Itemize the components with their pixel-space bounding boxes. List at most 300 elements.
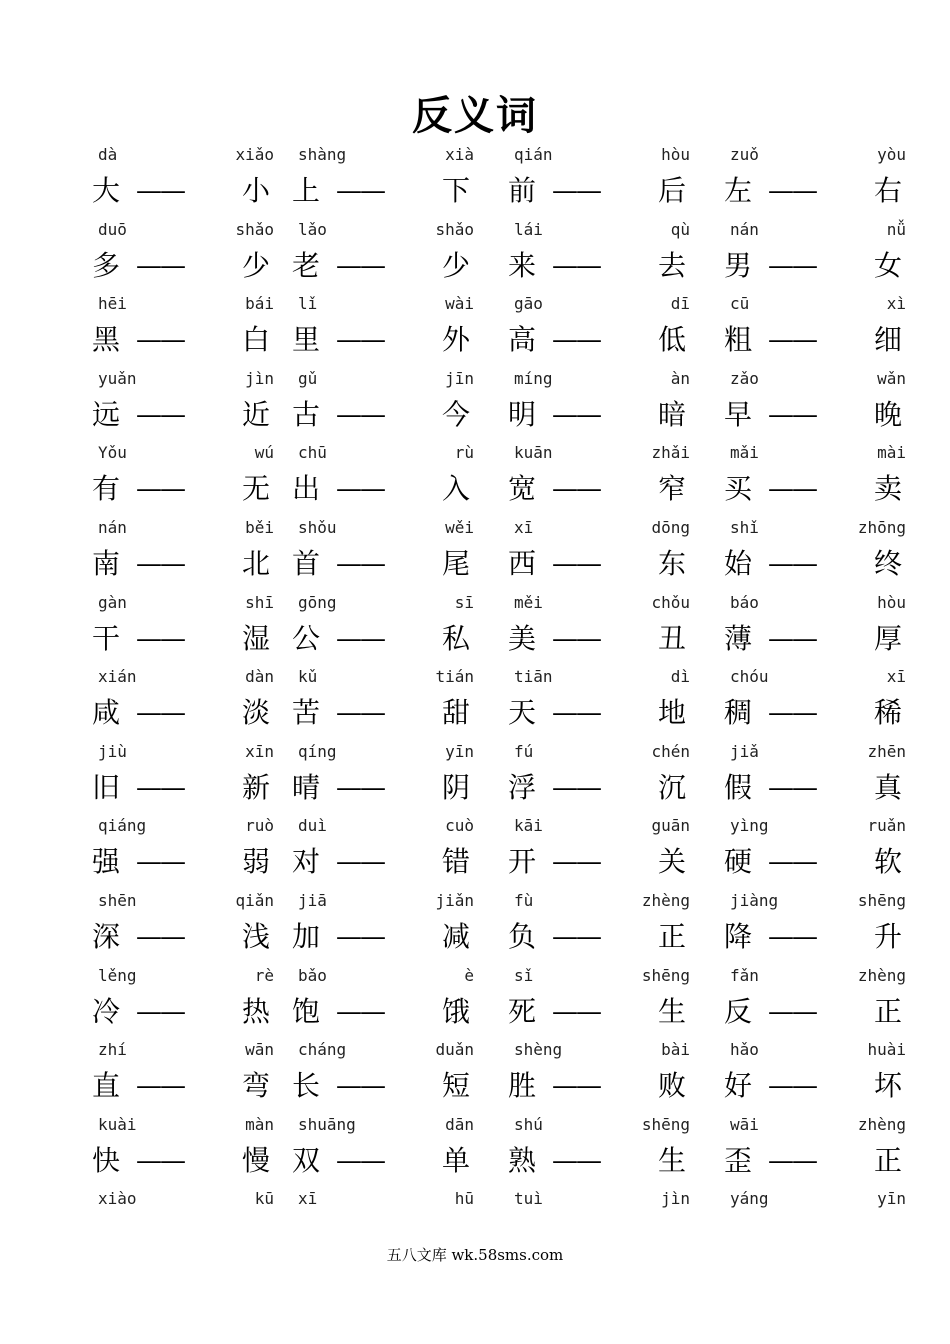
dash-separator: ——: [336, 399, 384, 430]
antonym-row: [88, 811, 906, 886]
dash-separator: ——: [552, 474, 600, 505]
antonym-pair: [288, 215, 474, 290]
antonym-row: [88, 1035, 906, 1110]
antonym-row: [88, 662, 906, 737]
antonym-pair: [504, 364, 690, 439]
hanzi-left: 来: [508, 248, 537, 282]
pinyin-right: zhèng: [641, 890, 690, 910]
dash-separator: ——: [336, 921, 384, 952]
antonym-pair: [720, 588, 906, 663]
pinyin-left: lěng: [98, 965, 137, 985]
pinyin-right: hū: [454, 1189, 474, 1209]
hanzi-left: 快: [92, 1143, 121, 1177]
antonym-pair: [720, 1110, 906, 1185]
hanzi-right: 慢: [241, 1143, 270, 1177]
dash-separator: ——: [768, 921, 816, 952]
pinyin-left: jiā: [298, 890, 327, 910]
pinyin-right: xià: [445, 145, 474, 164]
hanzi-left: 稠: [724, 696, 753, 730]
pinyin-right: dàn: [245, 667, 274, 687]
hanzi-left: 深: [92, 919, 121, 953]
antonym-pair: [88, 737, 274, 812]
antonym-row: [88, 215, 906, 290]
pinyin-right: zhèng: [857, 965, 906, 985]
hanzi-right: 入: [441, 472, 470, 506]
dash-separator: ——: [552, 623, 600, 654]
dash-separator: ——: [552, 1071, 600, 1102]
antonym-pair: [88, 961, 274, 1036]
pinyin-left: mǎi: [730, 443, 759, 463]
dash-separator: ——: [552, 325, 600, 356]
pinyin-left: lǐ: [298, 294, 318, 314]
pinyin-right: guān: [651, 816, 690, 836]
antonym-pair: [720, 737, 906, 812]
pinyin-left: hēi: [98, 294, 127, 314]
hanzi-right: 卖: [873, 472, 902, 506]
pinyin-right: shī: [245, 592, 274, 612]
antonym-pair: [88, 289, 274, 364]
hanzi-left: 假: [724, 770, 753, 804]
pinyin-right: jiǎn: [435, 890, 474, 910]
pinyin-left: chóu: [730, 667, 769, 687]
dash-separator: ——: [336, 474, 384, 505]
hanzi-left: 远: [92, 397, 121, 431]
hanzi-right: 小: [241, 174, 270, 207]
antonym-pair: [720, 961, 906, 1036]
antonym-pair: [504, 588, 690, 663]
pinyin-right: yòu: [877, 145, 906, 164]
hanzi-left: 始: [724, 546, 753, 580]
antonym-pair: [88, 662, 274, 737]
hanzi-left: 大: [92, 174, 121, 207]
hanzi-right: 北: [241, 546, 270, 580]
pinyin-right: zhèng: [857, 1114, 906, 1134]
antonym-pair: [288, 811, 474, 886]
pinyin-left: míng: [514, 368, 553, 388]
antonym-pair: [288, 737, 474, 812]
pinyin-right: wěi: [445, 517, 474, 537]
pinyin-right: jìn: [245, 368, 274, 388]
pinyin-left: kǔ: [298, 667, 318, 687]
pinyin-right: sī: [454, 592, 474, 612]
hanzi-right: 厚: [873, 621, 902, 655]
hanzi-left: 古: [292, 397, 321, 431]
hanzi-right: 少: [241, 248, 270, 282]
hanzi-left: 高: [508, 323, 537, 357]
hanzi-right: 正: [657, 919, 686, 953]
antonym-grid: [88, 140, 906, 1259]
pinyin-right: qù: [670, 219, 690, 239]
antonym-pair: [288, 886, 474, 961]
antonym-pair: [504, 438, 690, 513]
hanzi-right: 近: [241, 397, 270, 431]
antonym-pair: [288, 1035, 474, 1110]
dash-separator: ——: [768, 548, 816, 579]
hanzi-left: 饱: [292, 994, 321, 1028]
dash-separator: ——: [336, 325, 384, 356]
hanzi-left: 死: [508, 994, 537, 1028]
pinyin-left: shú: [514, 1114, 543, 1134]
pinyin-left: shǒu: [298, 517, 337, 537]
hanzi-right: 淡: [241, 696, 270, 730]
hanzi-left: 降: [724, 919, 753, 953]
pinyin-left: yìng: [730, 816, 769, 836]
hanzi-left: 加: [292, 919, 321, 953]
dash-separator: ——: [136, 772, 184, 803]
dash-separator: ——: [768, 847, 816, 878]
pinyin-right: mài: [877, 443, 906, 463]
antonym-pair: [88, 438, 274, 513]
pinyin-left: xiào: [98, 1189, 137, 1209]
antonym-pair: [88, 1035, 274, 1110]
pinyin-left: nán: [730, 219, 759, 239]
hanzi-left: 歪: [724, 1143, 753, 1177]
dash-separator: ——: [136, 698, 184, 729]
dash-separator: ——: [552, 176, 600, 206]
pinyin-right: huài: [867, 1040, 906, 1060]
hanzi-right: 正: [873, 1143, 902, 1177]
pinyin-left: gàn: [98, 592, 127, 612]
hanzi-right: 弯: [241, 1069, 270, 1103]
pinyin-left: fǎn: [730, 965, 759, 985]
hanzi-right: 稀: [873, 696, 902, 730]
pinyin-left: jiù: [98, 741, 127, 761]
antonym-row: [88, 588, 906, 663]
antonym-pair: [288, 1110, 474, 1185]
hanzi-right: 今: [441, 397, 470, 431]
hanzi-right: 窄: [657, 472, 686, 506]
hanzi-right: 后: [657, 174, 686, 207]
pinyin-right: bái: [245, 294, 274, 314]
hanzi-left: 西: [508, 546, 537, 580]
hanzi-right: 生: [657, 994, 686, 1028]
dash-separator: ——: [136, 325, 184, 356]
hanzi-left: 出: [292, 472, 321, 506]
hanzi-right: 细: [873, 323, 902, 357]
dash-separator: ——: [336, 698, 384, 729]
dash-separator: ——: [768, 399, 816, 430]
pinyin-left: Yǒu: [98, 443, 127, 463]
dash-separator: ——: [336, 176, 384, 206]
hanzi-left: 好: [724, 1069, 753, 1103]
hanzi-right: 地: [657, 696, 686, 730]
hanzi-right: 生: [657, 1143, 686, 1177]
dash-separator: ——: [136, 176, 184, 206]
antonym-pair: [720, 140, 906, 215]
pinyin-right: ruò: [245, 816, 274, 836]
hanzi-right: 真: [873, 770, 902, 804]
dash-separator: ——: [552, 921, 600, 952]
pinyin-right: wān: [245, 1040, 274, 1060]
dash-separator: ——: [768, 250, 816, 281]
hanzi-left: 左: [724, 174, 753, 207]
antonym-pair: [88, 811, 274, 886]
pinyin-left: shèng: [514, 1040, 563, 1060]
pinyin-left: qiáng: [98, 816, 147, 836]
pinyin-left: qíng: [298, 741, 337, 761]
hanzi-right: 低: [657, 323, 686, 357]
hanzi-left: 有: [92, 472, 121, 506]
pinyin-left: wāi: [730, 1114, 759, 1134]
dash-separator: ——: [136, 548, 184, 579]
dash-separator: ——: [552, 250, 600, 281]
dash-separator: ——: [552, 996, 600, 1027]
hanzi-left: 晴: [292, 770, 321, 804]
pinyin-right: dōng: [651, 517, 690, 537]
hanzi-left: 胜: [508, 1069, 537, 1103]
pinyin-right: chǒu: [651, 592, 690, 612]
antonym-pair: [504, 811, 690, 886]
hanzi-left: 负: [508, 919, 537, 953]
hanzi-left: 宽: [508, 472, 537, 506]
pinyin-left: zuǒ: [730, 145, 759, 164]
pinyin-right: dì: [670, 667, 690, 687]
hanzi-right: 关: [657, 845, 686, 879]
antonym-row: [88, 1110, 906, 1185]
pinyin-left: yáng: [730, 1189, 769, 1209]
hanzi-left: 咸: [92, 696, 121, 730]
pinyin-left: bǎo: [298, 965, 327, 985]
pinyin-right: shēng: [857, 890, 906, 910]
dash-separator: ——: [552, 847, 600, 878]
hanzi-right: 减: [441, 919, 470, 953]
dash-separator: ——: [552, 399, 600, 430]
antonym-row: [88, 886, 906, 961]
antonym-pair: [88, 513, 274, 588]
antonym-pair: [288, 289, 474, 364]
pinyin-right: kū: [254, 1189, 274, 1209]
pinyin-right: àn: [670, 368, 690, 388]
dash-separator: ——: [136, 250, 184, 281]
hanzi-left: 直: [92, 1069, 121, 1103]
pinyin-right: xì: [886, 294, 906, 314]
antonym-pair: [288, 662, 474, 737]
hanzi-left: 南: [92, 546, 121, 580]
pinyin-right: duǎn: [435, 1040, 474, 1060]
hanzi-right: 败: [657, 1069, 686, 1103]
pinyin-right: xiǎo: [235, 145, 274, 164]
antonym-pair: [288, 588, 474, 663]
pinyin-left: gōng: [298, 592, 337, 612]
antonym-pair: [720, 886, 906, 961]
pinyin-left: shēn: [98, 890, 137, 910]
dash-separator: ——: [768, 176, 816, 206]
dash-separator: ——: [336, 847, 384, 878]
hanzi-left: 冷: [92, 994, 121, 1028]
hanzi-right: 终: [873, 546, 902, 580]
antonym-pair: [288, 438, 474, 513]
pinyin-right: hòu: [877, 592, 906, 612]
antonym-pair: [720, 513, 906, 588]
pinyin-right: shēng: [641, 965, 690, 985]
pinyin-right: dī: [670, 294, 690, 314]
dash-separator: ——: [336, 1145, 384, 1176]
pinyin-left: shuāng: [298, 1114, 356, 1134]
antonym-row: [88, 140, 906, 215]
pinyin-right: dān: [445, 1114, 474, 1134]
hanzi-right: 弱: [241, 845, 270, 879]
dash-separator: ——: [768, 623, 816, 654]
antonym-pair: [504, 289, 690, 364]
antonym-pair: [88, 364, 274, 439]
hanzi-left: 粗: [724, 323, 753, 357]
antonym-pair: [720, 289, 906, 364]
hanzi-right: 外: [441, 323, 470, 357]
dash-separator: ——: [768, 325, 816, 356]
antonym-pair: [88, 140, 274, 215]
pinyin-left: kuān: [514, 443, 553, 463]
antonym-pair: [504, 737, 690, 812]
antonym-pair: [720, 662, 906, 737]
hanzi-left: 黑: [92, 323, 121, 357]
dash-separator: ——: [136, 996, 184, 1027]
hanzi-left: 干: [92, 621, 121, 655]
hanzi-right: 东: [657, 546, 686, 580]
pinyin-right: cuò: [445, 816, 474, 836]
pinyin-left: nán: [98, 517, 127, 537]
antonym-pair: [88, 886, 274, 961]
pinyin-right: chén: [651, 741, 690, 761]
pinyin-right: wú: [254, 443, 274, 463]
pinyin-left: fù: [514, 890, 534, 910]
dash-separator: ——: [768, 1145, 816, 1176]
pinyin-left: sǐ: [514, 965, 534, 985]
dash-separator: ——: [768, 1071, 816, 1102]
hanzi-left: 苦: [292, 696, 321, 730]
hanzi-left: 明: [508, 397, 537, 431]
dash-separator: ——: [552, 772, 600, 803]
hanzi-right: 丑: [657, 621, 686, 655]
antonym-pair: [504, 961, 690, 1036]
pinyin-left: jiǎ: [730, 741, 759, 761]
footer-watermark: 五八文库 wk.58sms.com: [386, 1246, 564, 1264]
hanzi-right: 升: [873, 919, 902, 953]
hanzi-left: 里: [292, 323, 321, 357]
pinyin-left: dà: [98, 145, 118, 164]
hanzi-right: 短: [441, 1069, 470, 1103]
pinyin-right: yīn: [445, 741, 474, 761]
pinyin-left: shàng: [298, 145, 347, 164]
pinyin-right: qiǎn: [235, 890, 274, 910]
hanzi-left: 长: [292, 1069, 321, 1103]
dash-separator: ——: [768, 996, 816, 1027]
pinyin-right: hòu: [661, 145, 690, 164]
pinyin-right: běi: [245, 517, 274, 537]
pinyin-left: gǔ: [298, 368, 318, 388]
antonym-pair: [504, 140, 690, 215]
pinyin-left: hǎo: [730, 1040, 759, 1060]
pinyin-right: è: [464, 965, 474, 985]
antonym-pair: [720, 364, 906, 439]
antonym-pair: [720, 1035, 906, 1110]
pinyin-left: shǐ: [730, 517, 759, 537]
pinyin-right: rè: [254, 965, 274, 985]
dash-separator: ——: [768, 772, 816, 803]
pinyin-right: shǎo: [235, 219, 274, 239]
pinyin-right: ruǎn: [867, 816, 906, 836]
pinyin-right: zhǎi: [651, 443, 690, 463]
hanzi-right: 正: [873, 994, 902, 1028]
pinyin-left: qián: [514, 145, 553, 164]
page-title: 反义词: [412, 93, 538, 139]
hanzi-left: 多: [92, 248, 121, 282]
pinyin-left: lái: [514, 219, 543, 239]
hanzi-right: 无: [241, 472, 270, 506]
antonym-pair: [288, 961, 474, 1036]
dash-separator: ——: [336, 772, 384, 803]
pinyin-left: báo: [730, 592, 759, 612]
hanzi-left: 上: [292, 174, 321, 207]
hanzi-left: 双: [292, 1143, 321, 1177]
dash-separator: ——: [552, 698, 600, 729]
antonym-pair: [504, 1035, 690, 1110]
pinyin-right: jìn: [661, 1189, 690, 1209]
antonym-pair: [288, 513, 474, 588]
hanzi-left: 旧: [92, 770, 121, 804]
pinyin-left: xián: [98, 667, 137, 687]
hanzi-left: 美: [508, 621, 537, 655]
dash-separator: ——: [768, 698, 816, 729]
hanzi-right: 饿: [441, 994, 470, 1028]
antonym-row: [88, 364, 906, 439]
pinyin-left: jiàng: [730, 890, 779, 910]
pinyin-right: zhēn: [867, 741, 906, 761]
hanzi-left: 男: [724, 248, 753, 282]
hanzi-left: 开: [508, 845, 537, 879]
antonym-pair: [504, 1110, 690, 1185]
hanzi-right: 单: [441, 1143, 470, 1177]
dash-separator: ——: [136, 1071, 184, 1102]
antonym-row: [88, 513, 906, 588]
hanzi-left: 天: [508, 696, 537, 730]
hanzi-right: 白: [241, 323, 270, 357]
antonym-pair: [504, 662, 690, 737]
dash-separator: ——: [552, 548, 600, 579]
hanzi-left: 前: [508, 174, 537, 207]
hanzi-right: 错: [441, 845, 470, 879]
dash-separator: ——: [336, 996, 384, 1027]
hanzi-left: 老: [292, 248, 321, 282]
hanzi-left: 强: [92, 845, 121, 879]
hanzi-right: 湿: [241, 621, 270, 655]
dash-separator: ——: [768, 474, 816, 505]
pinyin-right: zhōng: [857, 517, 906, 537]
dash-separator: ——: [336, 548, 384, 579]
hanzi-right: 右: [873, 174, 902, 207]
dash-separator: ——: [136, 921, 184, 952]
antonym-pair: [720, 811, 906, 886]
pinyin-right: màn: [245, 1114, 274, 1134]
dash-separator: ——: [336, 623, 384, 654]
pinyin-left: kuài: [98, 1114, 137, 1134]
dash-separator: ——: [336, 250, 384, 281]
pinyin-left: tiān: [514, 667, 553, 687]
hanzi-right: 软: [873, 845, 902, 879]
antonym-pair: [88, 588, 274, 663]
hanzi-right: 热: [241, 994, 270, 1028]
hanzi-left: 首: [292, 546, 321, 580]
pinyin-left: xī: [298, 1189, 318, 1209]
antonym-row: [88, 737, 906, 812]
hanzi-right: 尾: [441, 546, 470, 580]
hanzi-left: 硬: [724, 845, 753, 879]
pinyin-left: cū: [730, 294, 750, 314]
pinyin-right: rù: [454, 443, 474, 463]
pinyin-right: jīn: [445, 368, 474, 388]
pinyin-right: xīn: [245, 741, 274, 761]
hanzi-left: 反: [724, 994, 753, 1028]
hanzi-right: 暗: [657, 397, 686, 431]
